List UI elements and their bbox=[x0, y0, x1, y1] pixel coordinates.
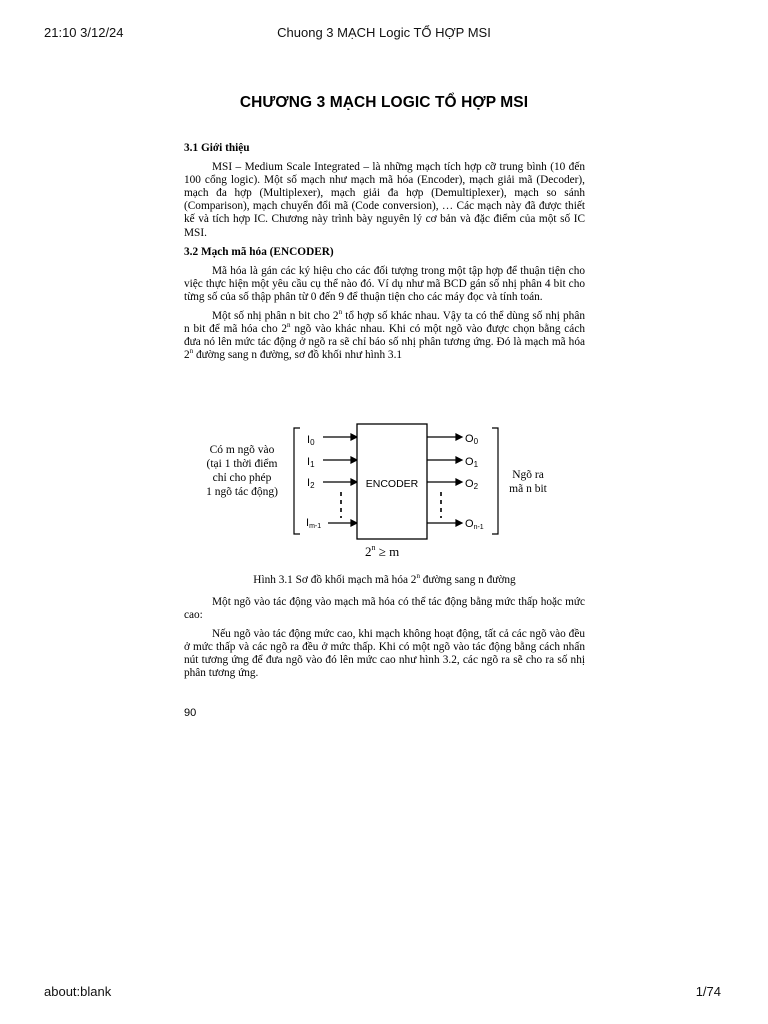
encoder-block-diagram bbox=[200, 420, 560, 566]
left-label-line: (tại 1 thời điểm bbox=[206, 458, 278, 470]
input-letter: I bbox=[307, 456, 311, 468]
input-subscript: 1 bbox=[310, 460, 315, 469]
condition-rest: ≥ m bbox=[375, 544, 400, 559]
page-number: 90 bbox=[184, 707, 197, 719]
text-run: tổ hợp số khác nhau. Vậy ta có thể dùng số nhị phân n bit để mã hóa cho 2 bbox=[184, 310, 585, 336]
input-label-2 bbox=[307, 477, 315, 490]
caption-text: đường sang n đường bbox=[419, 574, 516, 586]
right-bracket bbox=[492, 428, 498, 534]
input-subscript: 0 bbox=[310, 438, 315, 447]
paragraph-active-high: Nếu ngõ vào tác động mức cao, khi mạch không hoạt động, tất cả các ngõ vào đều ở mức thấp và các ngõ ra đều ở mức thấp. Khi có một ngõ vào tác động bằng cách nhấn nút tương ứng để đưa ngõ vào đó lên mức cao như hình 3.2, các ngõ ra sẽ cho ra số nhị phân tương ứng. bbox=[184, 628, 585, 680]
left-bracket bbox=[294, 428, 300, 534]
figure-caption bbox=[184, 574, 585, 586]
output-letter: O bbox=[465, 456, 474, 468]
output-subscript: 1 bbox=[473, 460, 479, 469]
chapter-title: CHƯƠNG 3 MẠCH LOGIC TỔ HỢP MSI bbox=[239, 94, 529, 111]
input-subscript: m-1 bbox=[309, 523, 322, 530]
output-label-1 bbox=[465, 456, 479, 469]
condition-superscript: n bbox=[371, 543, 376, 552]
print-doc-title: Chuong 3 MẠCH Logic TỔ HỢP MSI bbox=[277, 25, 491, 40]
output-subscript: 0 bbox=[473, 437, 479, 446]
paragraph-encoder-definition: Mã hóa là gán các ký hiệu cho các đối tượng trong một tập hợp để thuận tiện cho việc thực hiện một yêu cầu cụ thể nào đó. Ví dụ như mã BCD gán số nhị phân 4 bit cho từng số của số thập phân từ 0 đến 9 để thuận tiện cho các máy đọc và tính toán. bbox=[184, 264, 585, 303]
input-subscript: 2 bbox=[310, 481, 315, 490]
caption-superscript: n bbox=[416, 572, 420, 581]
print-page-indicator: 1/74 bbox=[695, 984, 721, 999]
output-letter: O bbox=[465, 518, 474, 530]
output-label-last bbox=[465, 518, 484, 531]
print-url: about:blank bbox=[44, 984, 112, 999]
right-label-line: mã n bit bbox=[509, 483, 547, 495]
text-run: ngõ vào khác nhau. Khi có một ngõ vào được chọn bằng cách đưa nó lên mức tác động ở ngõ ra sẽ chỉ báo số nhị phân tương ứng. Đó là mạch mã hóa 2 bbox=[184, 323, 585, 362]
document-body bbox=[184, 142, 585, 368]
right-label-line: Ngõ ra bbox=[512, 469, 544, 481]
paragraph-encoder-bits bbox=[184, 310, 585, 362]
section-heading-intro: 3.1 Giới thiệu bbox=[184, 142, 250, 154]
left-label-line: 1 ngõ tác động) bbox=[206, 486, 278, 498]
output-label-0 bbox=[465, 433, 479, 446]
input-label-1 bbox=[307, 456, 315, 469]
section-heading-encoder: 3.2 Mạch mã hóa (ENCODER) bbox=[184, 245, 334, 258]
input-label-last bbox=[306, 517, 321, 530]
print-datetime: 21:10 3/12/24 bbox=[44, 25, 124, 40]
text-run: Một số nhị phân n bit cho 2 bbox=[212, 310, 339, 323]
input-arrows bbox=[323, 434, 357, 526]
superscript: n bbox=[338, 308, 343, 317]
input-letter: I bbox=[306, 517, 310, 529]
output-label-2 bbox=[465, 478, 479, 491]
input-letter: I bbox=[307, 477, 311, 489]
caption-text: Hình 3.1 Sơ đồ khối mạch mã hóa 2 bbox=[253, 574, 417, 586]
document-body-continued bbox=[184, 596, 585, 687]
output-letter: O bbox=[465, 478, 474, 490]
condition-base: 2 bbox=[365, 544, 372, 559]
superscript: n bbox=[287, 321, 291, 330]
output-arrows bbox=[427, 434, 462, 526]
encoder-label: ENCODER bbox=[365, 478, 419, 490]
superscript: n bbox=[189, 347, 194, 356]
condition-label bbox=[365, 543, 399, 559]
output-subscript: n-1 bbox=[473, 524, 484, 531]
input-letter: I bbox=[307, 434, 311, 446]
left-label-line: Có m ngõ vào bbox=[209, 444, 275, 456]
output-subscript: 2 bbox=[473, 482, 479, 491]
paragraph-intro: MSI – Medium Scale Integrated – là những mạch tích hợp cỡ trung bình (10 đến 100 cổng logic). Một số mạch như mạch mã hóa (Encoder), mạch giải mã (Decoder), mạch đa hợp (Multiplexer), mạch giải đa hợp (Demultiplexer), mạch so sánh (Comparison), mạch chuyển đổi mã (Code conversion), … Các mạch này đã được thiết kế và tích hợp IC. Chương này trình bày nguyên lý cơ bản và đặc điểm của một số IC MSI. bbox=[184, 161, 585, 239]
paragraph-active-level: Một ngõ vào tác động vào mạch mã hóa có thể tác động bằng mức thấp hoặc mức cao: bbox=[184, 596, 585, 622]
left-label-line: chỉ cho phép bbox=[212, 472, 272, 484]
text-run: đường sang n đường, sơ đồ khối như hình 3.1 bbox=[193, 349, 403, 362]
output-letter: O bbox=[465, 433, 474, 445]
input-label-0 bbox=[307, 434, 315, 447]
